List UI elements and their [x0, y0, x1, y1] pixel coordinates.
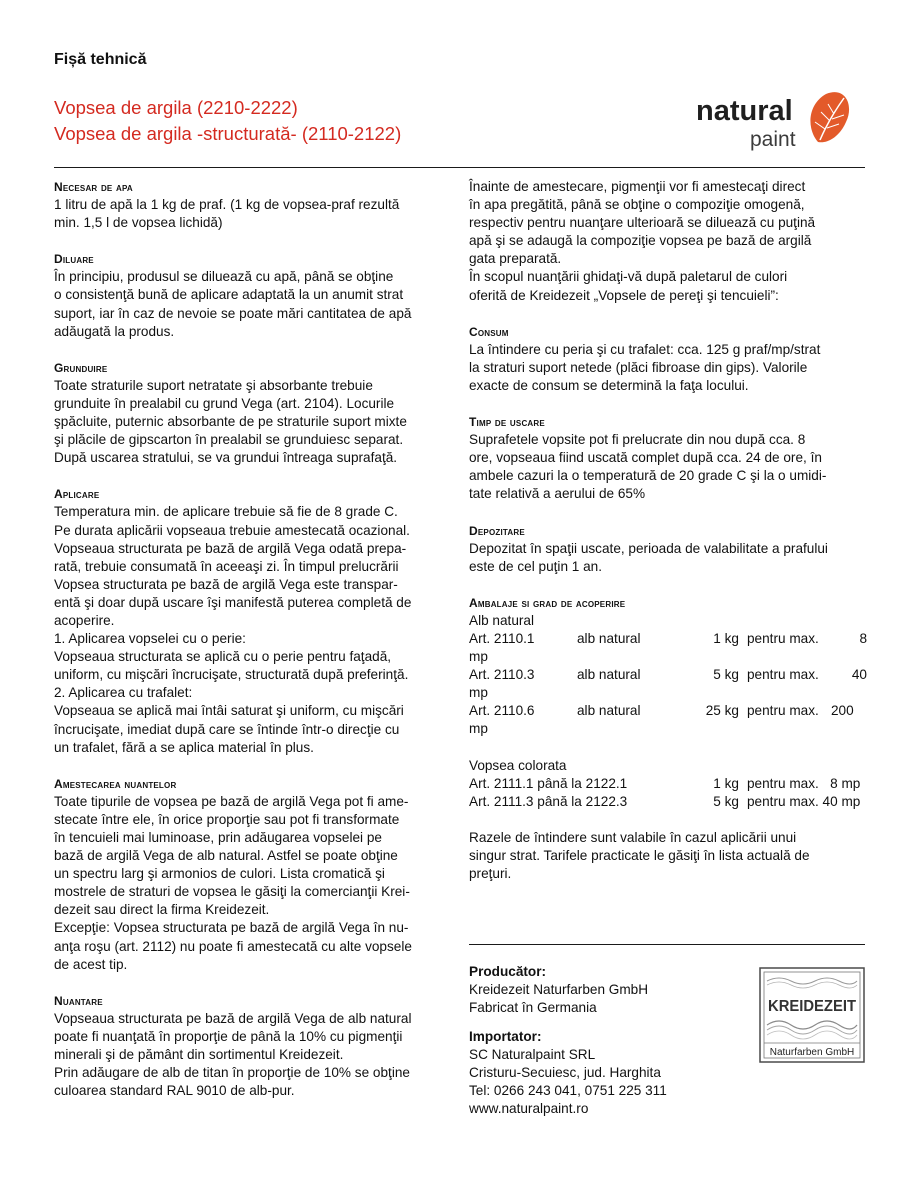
- pack-row: [469, 702, 869, 738]
- text-line: Vopsea structurata pe bază de argilă Vega este transpar-: [54, 576, 398, 592]
- pack-article: Art. 2110.3: [469, 667, 535, 683]
- importer-website[interactable]: www.naturalpaint.ro: [469, 1101, 589, 1117]
- pack-coverage-unit: mp: [469, 649, 488, 665]
- producer-origin: Fabricat în Germania: [469, 1000, 597, 1016]
- color-pack-row: [469, 793, 869, 811]
- pack-article: Art. 2110.1: [469, 630, 535, 646]
- text-line: Vopseaua structurata pe bază de argilă Vega de alb natural: [54, 1010, 412, 1026]
- badge-subtitle: Naturfarben GmbH: [769, 1047, 855, 1058]
- text-line: şpăcluite, puternic absorbante de pe straturile suport mixte: [54, 414, 407, 430]
- product-title-1: Vopsea de argila (2210-2222): [54, 97, 298, 118]
- section-diluare: [54, 250, 450, 340]
- heading-amestecarea: Amestecarea nuantelor: [54, 776, 177, 791]
- color-pack-article: Art. 2111.1 până la 2122.1: [469, 775, 628, 791]
- text-line: mostrele de straturi de vopsea le găsiţi la comercianţii Krei-: [54, 884, 410, 900]
- text-line: încrucişate, imediat după care se întinde într-o direcţie cu: [54, 721, 400, 737]
- text-line: singur strat. Tarifele practicate le găsiţi în lista actuală de: [469, 847, 810, 863]
- text-line: Temperatura min. de aplicare trebuie să fie de 8 grade C.: [54, 504, 398, 520]
- section-nuantare: [54, 992, 450, 1101]
- pack-coverage-label: pentru max.: [747, 703, 819, 719]
- naturalpaint-logo: [694, 88, 854, 152]
- section-consum: [469, 323, 869, 395]
- section-amestecarea: [54, 775, 450, 974]
- leaf-icon: [810, 92, 849, 142]
- color-pack-quantity: 1 kg: [713, 775, 739, 791]
- section-aplicare: [54, 485, 450, 756]
- text-line: Suprafetele vopsite pot fi prelucrate din nou după cca. 8: [469, 432, 806, 448]
- pack-quantity: 1 kg: [713, 630, 739, 646]
- text-line: Înainte de amestecare, pigmenţii vor fi amestecaţi direct: [469, 179, 806, 194]
- pack-coverage-value: 200: [831, 703, 854, 719]
- document-type: Fișă tehnică: [54, 51, 147, 68]
- text-line: bază de argilă Vega de alb natural. Astfel se poate obţine: [54, 848, 398, 864]
- text-line: 2. Aplicarea cu trafalet:: [54, 685, 193, 701]
- kreidezeit-logo: [759, 967, 865, 1063]
- text-line: tate relativă a aerului de 65%: [469, 486, 646, 502]
- left-column: [54, 178, 450, 1118]
- importer-phone: Tel: 0266 243 041, 0751 225 311: [469, 1083, 667, 1099]
- section-timp-uscare: [469, 413, 869, 503]
- text-line: exacte de consum se determină la faţa locului.: [469, 377, 749, 393]
- text-line: apă şi se adaugă la compoziţie vopsea pe bază de argilă: [469, 233, 812, 249]
- producer-name: Kreidezeit Naturfarben GmbH: [469, 982, 649, 998]
- text-line: Depozitat în spaţii uscate, perioada de valabilitate a prafului: [469, 540, 828, 556]
- heading-aplicare: Aplicare: [54, 487, 100, 502]
- heading-timp-uscare: Timp de uscare: [469, 415, 545, 430]
- text-line: 1. Aplicarea vopselei cu o perie:: [54, 631, 246, 647]
- producer-label: Producător:: [469, 964, 547, 979]
- text-line: o consistenţă bună de aplicare adaptată la un anumit strat: [54, 287, 404, 303]
- importer-name: SC Naturalpaint SRL: [469, 1046, 596, 1062]
- pack-coverage-unit: mp: [469, 721, 488, 737]
- text-line: de acest tip.: [54, 956, 128, 972]
- logo-word-paint: paint: [750, 128, 796, 151]
- section-intro-nuantare: [469, 178, 869, 305]
- pack-quantity: 25 kg: [705, 703, 739, 719]
- text-line: ore, vopseaua fiind uscată complet după cca. 24 de ore, în: [469, 450, 822, 466]
- contact-divider: [469, 944, 865, 945]
- text-line: min. 1,5 l de vopsea lichidă): [54, 215, 223, 231]
- section-depozitare: [469, 522, 869, 576]
- text-line: anţa roşu (art. 2112) nu poate fi amestecată cu alte vopsele: [54, 938, 412, 954]
- text-line: Vopseaua structurata pe bază de argilă Vega odată prepa-: [54, 540, 407, 556]
- pack-color: alb natural: [577, 667, 641, 683]
- heading-necesar: Necesar de apa: [54, 180, 133, 194]
- importer-address: Cristuru-Secuiesc, jud. Harghita: [469, 1065, 661, 1081]
- color-pack-quantity: 5 kg: [713, 793, 739, 809]
- color-pack-coverage: pentru max. 8 mp: [747, 775, 861, 791]
- text-line: poate fi nuanţată în proporţie de până la 10% cu pigmenţii: [54, 1028, 403, 1044]
- text-line: în apa pregătită, până se obţine o compoziţie omogenă,: [469, 197, 805, 213]
- pack-coverage-value: 40: [851, 667, 867, 683]
- text-line: Toate straturile suport netratate şi absorbante trebuie: [54, 377, 373, 393]
- pack-coverage-value: 8: [859, 630, 867, 646]
- text-line: În scopul nuanţării ghidaţi-vă după paletarul de culori: [469, 269, 788, 285]
- text-line: oferită de Kreidezeit „Vopsele de pereţi şi tencuieli”:: [469, 287, 779, 303]
- section-grunduire: [54, 359, 450, 468]
- text-line: Excepţie: Vopsea structurata pe bază de argilă Vega în nu-: [54, 920, 409, 936]
- pack-coverage-unit: mp: [469, 685, 488, 701]
- text-line: acoperire.: [54, 612, 115, 628]
- pack-coverage-label: pentru max.: [747, 667, 819, 683]
- section-necesar: [54, 178, 450, 232]
- text-line: Toate tipurile de vopsea pe bază de argilă Vega pot fi ame-: [54, 793, 409, 809]
- importer-label: Importator:: [469, 1028, 542, 1044]
- text-line: Vopseaua se aplică mai întâi saturat şi uniform, cu mişcări: [54, 703, 404, 719]
- text-line: Prin adăugare de alb de titan în proporţie de 10% se obţine: [54, 1065, 410, 1081]
- heading-consum: Consum: [469, 324, 509, 339]
- group-label-vopsea-colorata: Vopsea colorata: [469, 757, 567, 773]
- color-pack-row: [469, 775, 869, 793]
- text-line: stecate între ele, în orice proporţie sau pot fi transformate: [54, 811, 400, 827]
- contact-block: [469, 963, 749, 1119]
- text-line: uniform, cu mişcări încrucişate, structurată după preferinţă.: [54, 667, 409, 683]
- text-line: este de cel puţin 1 an.: [469, 558, 603, 574]
- badge-wordmark: KREIDEZEIT: [768, 998, 857, 1015]
- text-line: un spectru larg şi armonios de culori. Lista cromatică şi: [54, 866, 385, 882]
- heading-diluare: Diluare: [54, 252, 94, 267]
- text-line: respectiv pentru nuanţare ulterioară se diluează cu puţină: [469, 215, 816, 231]
- pack-row: [469, 666, 869, 702]
- pack-article: Art. 2110.6: [469, 703, 535, 719]
- text-line: dezeit sau direct la firma Kreidezeit.: [54, 902, 270, 918]
- text-line: în tencuieli mai luminoase, prin adăugarea vopselei pe: [54, 830, 382, 845]
- text-line: Vopseaua structurata se aplică cu o perie pentru faţadă,: [54, 649, 392, 665]
- text-line: entă şi doar după uscare îşi manifestă puterea completă de: [54, 594, 412, 610]
- text-line: un trafalet, fără a se aplica material în plus.: [54, 739, 314, 755]
- pack-color: alb natural: [577, 703, 641, 719]
- text-line: gata preparată.: [469, 251, 562, 267]
- text-line: În principiu, produsul se diluează cu apă, până se obţine: [54, 269, 394, 285]
- section-ambalaje: [469, 594, 869, 883]
- color-pack-coverage: pentru max. 40 mp: [747, 793, 861, 809]
- header-divider: [54, 167, 865, 168]
- text-line: adăugată la produs.: [54, 323, 175, 339]
- text-line: 1 litru de apă la 1 kg de praf. (1 kg de vopsea-praf rezultă: [54, 197, 400, 213]
- pack-color: alb natural: [577, 630, 641, 646]
- heading-ambalaje: Ambalaje si grad de acoperire: [469, 595, 626, 610]
- pack-quantity: 5 kg: [713, 667, 739, 683]
- text-line: La întindere cu peria şi cu trafalet: cca. 125 g praf/mp/strat: [469, 341, 821, 357]
- heading-depozitare: Depozitare: [469, 523, 525, 538]
- right-column: [469, 178, 869, 901]
- text-line: minerali şi de pământ din sortimentul Kreidezeit.: [54, 1047, 344, 1063]
- text-line: După uscarea stratului, se va grundui întreaga suprafaţă.: [54, 450, 398, 466]
- text-line: ambele cazuri la o temperatură de 20 grade C şi la o umidi-: [469, 468, 827, 484]
- text-line: suport, iar în caz de nevoie se poate mări cantitatea de apă: [54, 305, 412, 321]
- text-line: Pe durata aplicării vopseaua trebuie amestecată ocazional.: [54, 522, 410, 538]
- text-line: culoarea standard RAL 9010 de alb-pur.: [54, 1083, 295, 1099]
- text-line: la straturi suport netede (plăci fibroase din gips). Valorile: [469, 359, 808, 375]
- pack-row: [469, 630, 869, 666]
- text-line: preţuri.: [469, 866, 512, 881]
- group-label-alb-natural: Alb natural: [469, 612, 534, 628]
- heading-grunduire: Grunduire: [54, 360, 108, 375]
- text-line: Razele de întindere sunt valabile în cazul aplicării unui: [469, 829, 797, 845]
- heading-nuantare: Nuantare: [54, 993, 103, 1008]
- text-line: grunduite în prealabil cu grund Vega (art. 2104). Locurile: [54, 395, 395, 411]
- color-pack-article: Art. 2111.3 până la 2122.3: [469, 793, 628, 809]
- product-title-2: Vopsea de argila -structurată- (2110-2122): [54, 123, 402, 144]
- text-line: rată, trebuie consumată în aceeaşi zi. În timpul prelucrării: [54, 558, 399, 574]
- text-line: şi plăcile de gipscarton în prealabil se grunduiesc separat.: [54, 432, 404, 448]
- logo-word-natural: natural: [696, 95, 793, 127]
- pack-coverage-label: pentru max.: [747, 630, 819, 646]
